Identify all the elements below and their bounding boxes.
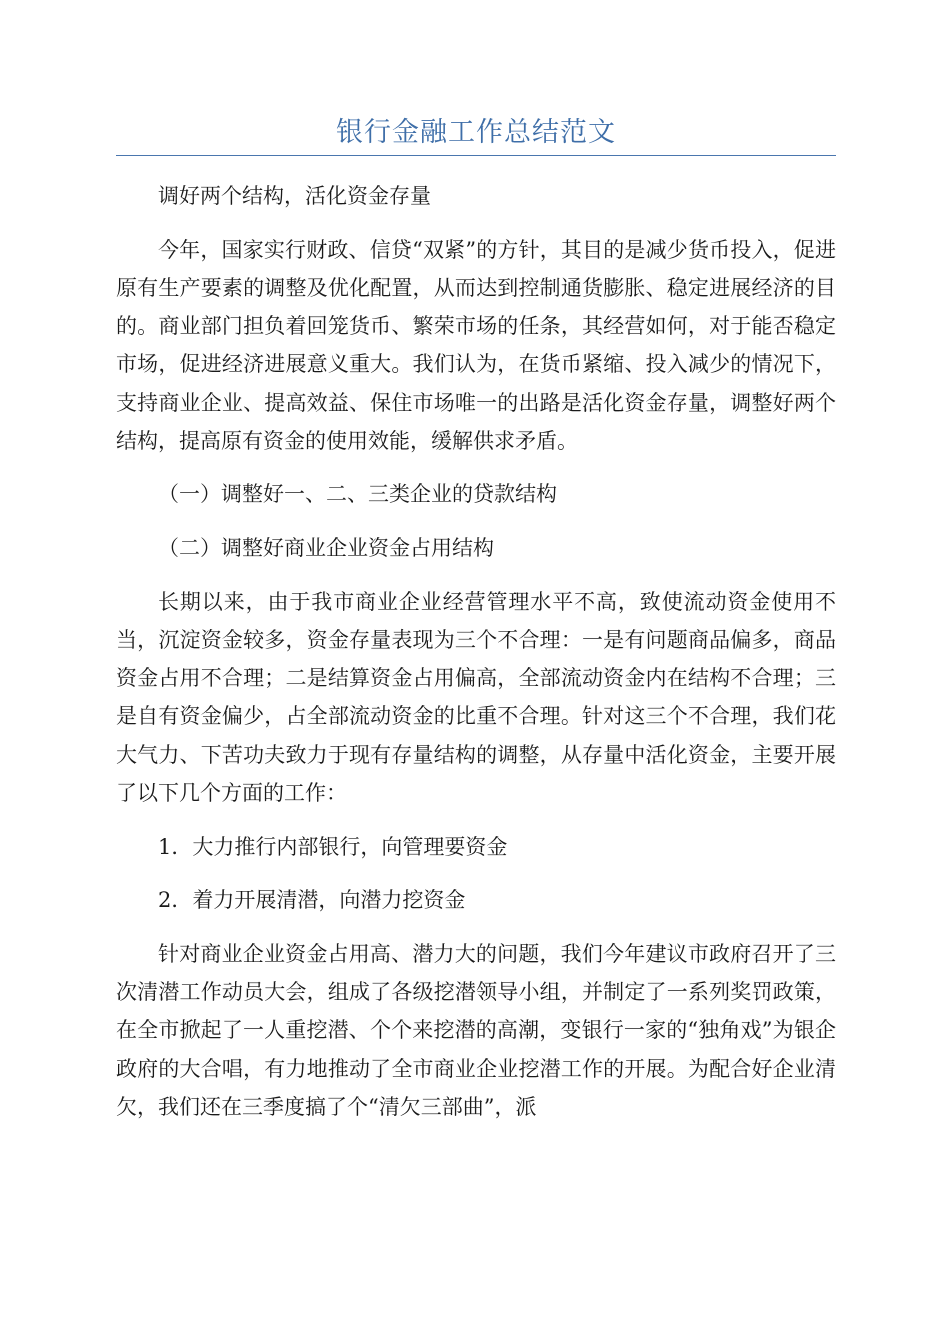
document-title: 银行金融工作总结范文 xyxy=(336,117,616,148)
title-underline xyxy=(116,155,836,156)
document-body xyxy=(116,177,836,1126)
body-paragraph: 今年，国家实行财政、信贷“双紧”的方针，其目的是减少货币投入，促进原有生产要素的调整及优化配置，从而达到控制通货膨胀、稳定进展经济的目的。商业部门担负着回笼货币、繁荣市场的任条，其经营如何，对于能否稳定市场，促进经济进展意义重大。我们认为，在货币紧缩、投入减少的情况下，支持商业企业、提高效益、保住市场唯一的出路是活化资金存量，调整好两个结构，提高原有资金的使用效能，缓解供求矛盾。 xyxy=(116,237,836,453)
list-item: 1．大力推行内部银行，向管理要资金 xyxy=(158,834,508,859)
subsection-heading: （一）调整好一、二、三类企业的贷款结构 xyxy=(158,482,557,507)
body-paragraph: 针对商业企业资金占用高、潜力大的问题，我们今年建议市政府召开了三次清潜工作动员大会，组成了各级挖潜领导小组，并制定了一系列奖罚政策，在全市掀起了一人重挖潜、个个来挖潜的高潮，变银行一家的“独角戏”为银企政府的大合唱，有力地推动了全市商业企业挖潜工作的开展。为配合好企业清欠，我们还在三季度搞了个“清欠三部曲”，派 xyxy=(116,941,836,1119)
subsection-heading: （二）调整好商业企业资金占用结构 xyxy=(158,536,494,561)
section-heading: 调好两个结构，活化资金存量 xyxy=(158,184,431,208)
body-paragraph: 长期以来，由于我市商业企业经营管理水平不高，致使流动资金使用不当，沉淀资金较多，资金存量表现为三个不合理：一是有问题商品偏多，商品资金占用不合理；二是结算资金占用偏高，全部流动资金内在结构不合理；三是自有资金偏少，占全部流动资金的比重不合理。针对这三个不合理，我们花大气力、下苦功夫致力于现有存量结构的调整，从存量中活化资金，主要开展了以下几个方面的工作： xyxy=(116,589,836,805)
list-item: 2．着力开展清潜，向潜力挖资金 xyxy=(158,888,466,913)
document-page xyxy=(116,0,836,1126)
